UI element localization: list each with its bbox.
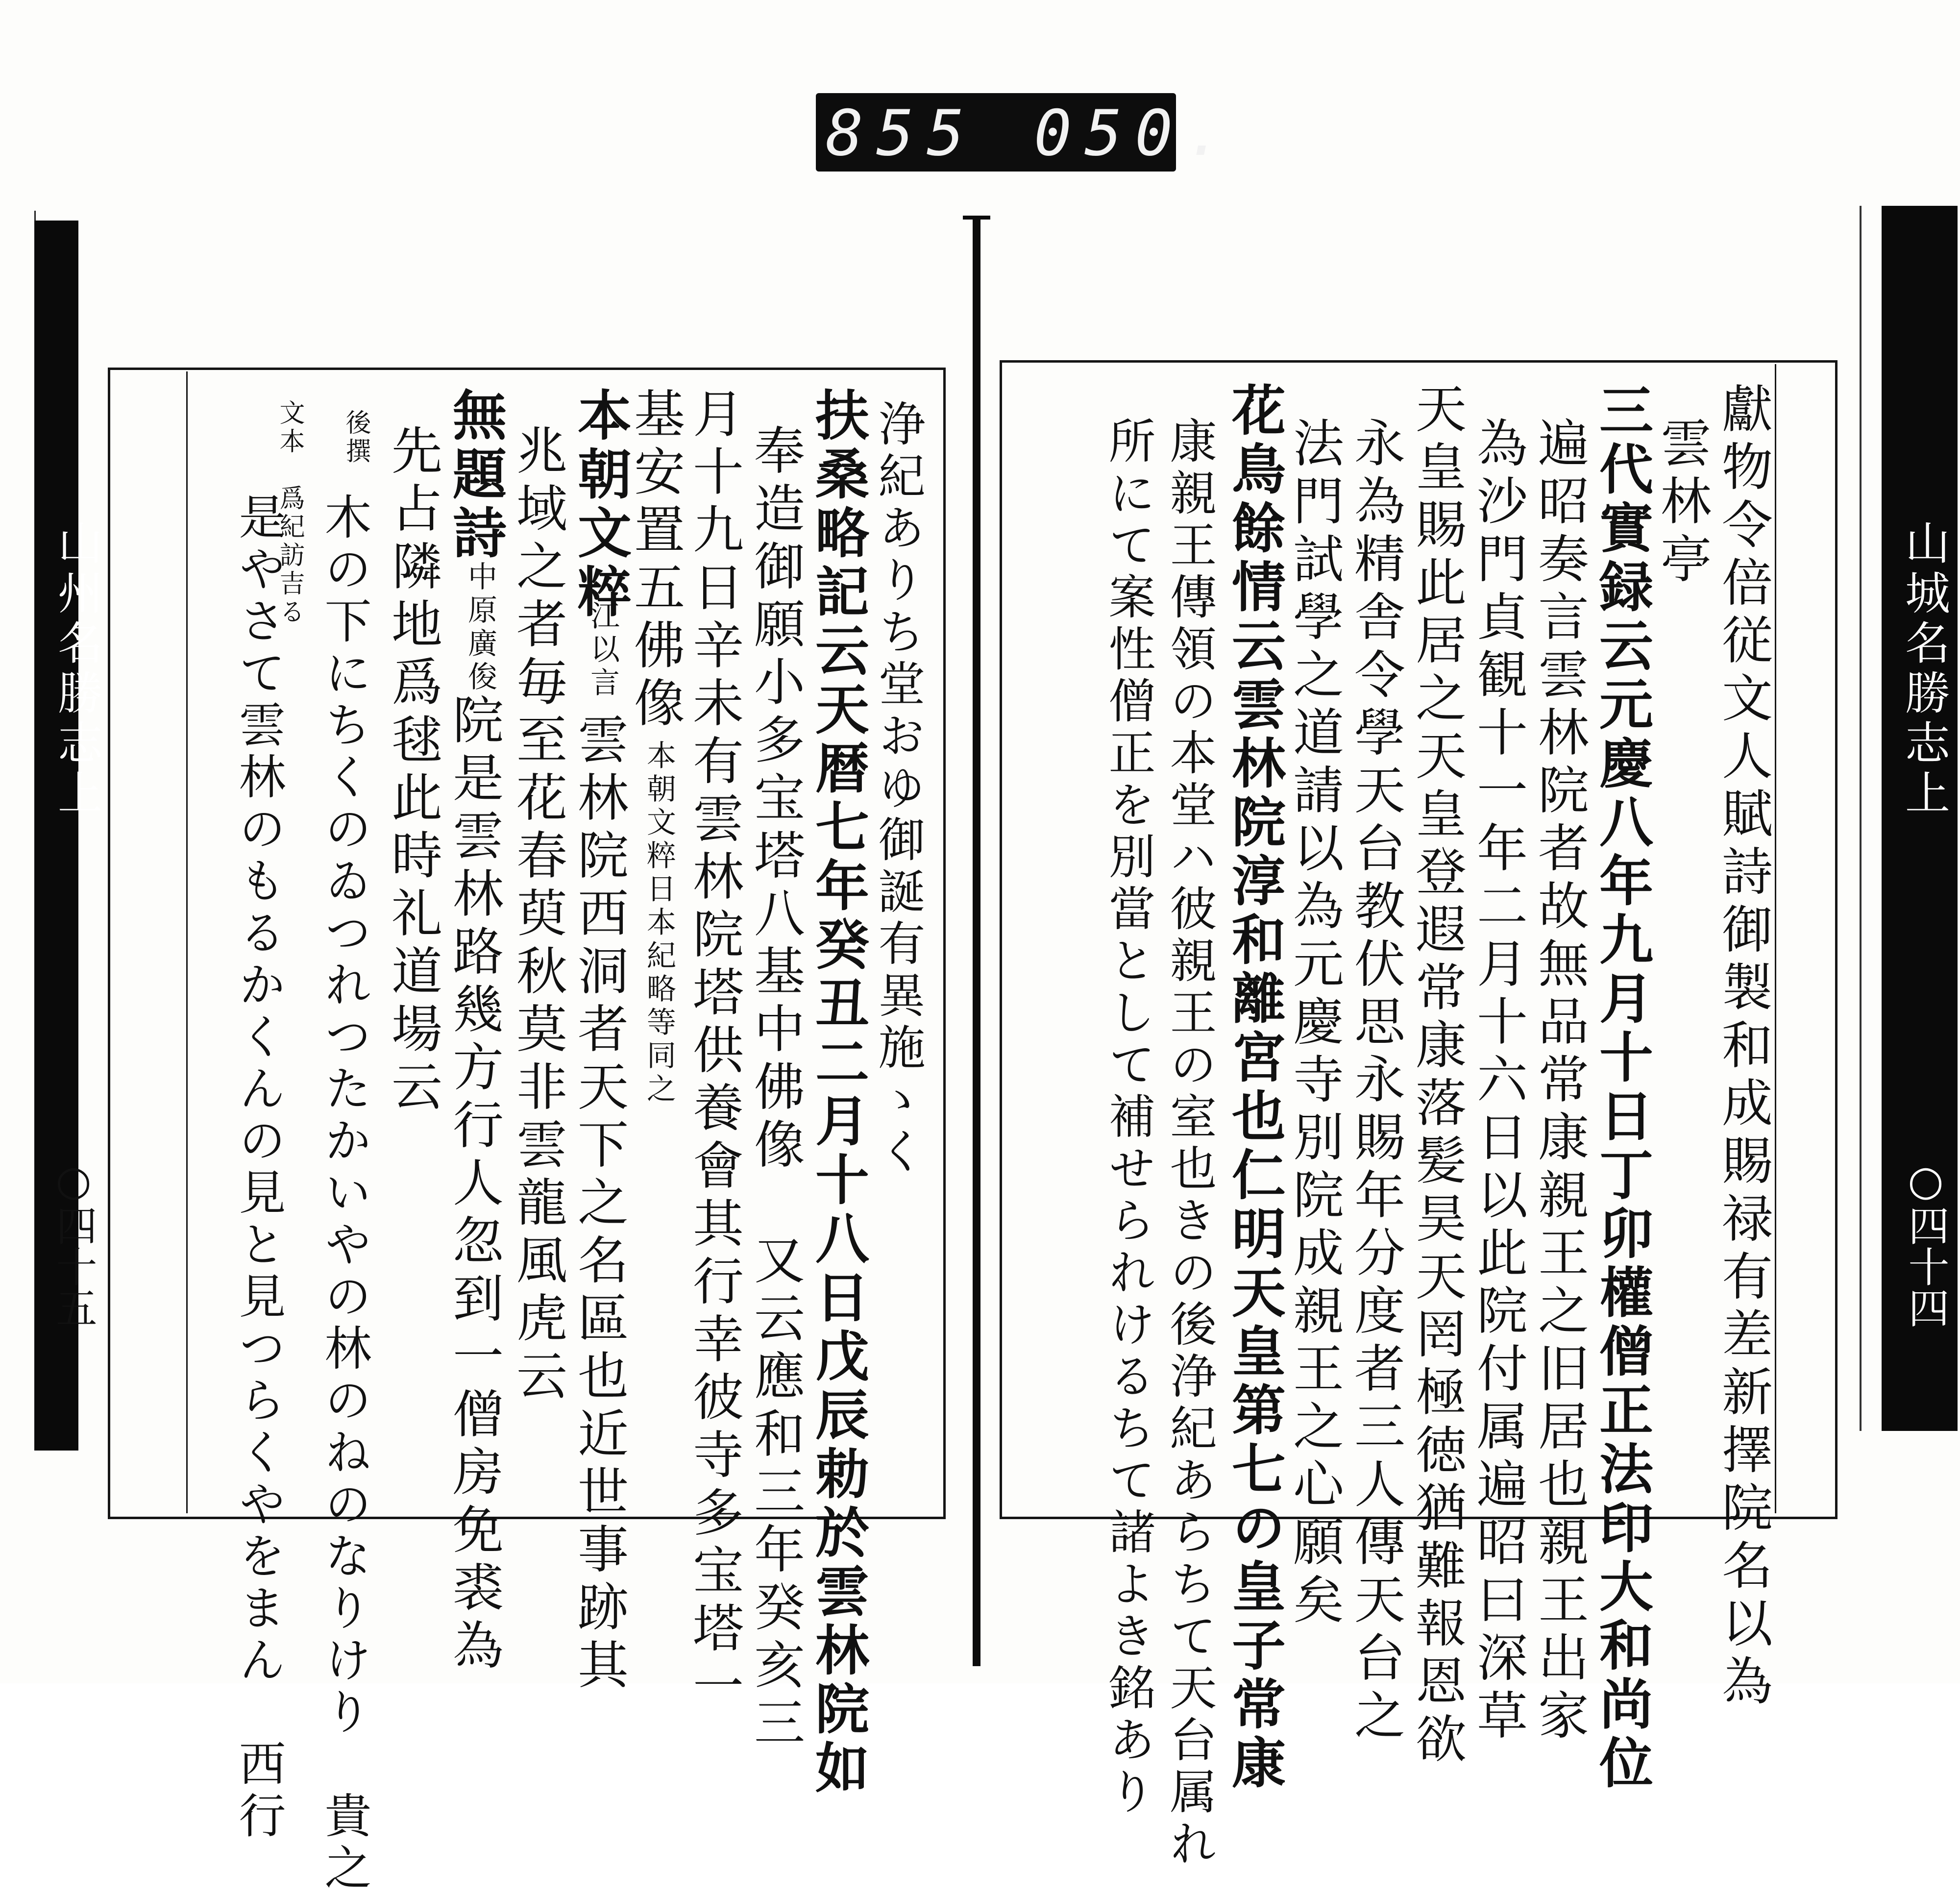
frame-number-label [816,93,1236,172]
right-page [1000,360,1838,1871]
right-page-number: ○四十四 [1902,1157,1950,1328]
poem-column: 木の下にちくのゐつれつたかいやの林のねのなりけり 貴之 [317,492,372,1895]
left-page [108,368,946,1895]
text-column: 永為精舎令學天台教伏思永賜年分度者三人傳天台之 [1346,417,1405,1747]
author-note: 江以言 [586,600,620,700]
frame-number-right: 050. [1034,97,1236,170]
text-column: 獻物令倍従文人賦詩御製和成賜禄有差新擇院名以為 [1713,382,1773,1712]
text-column: 月十九日辛未有雲林院塔供養會其行幸彼寺多宝塔一 [684,387,744,1717]
text-annotation: 本朝文粹日本紀略等同之 [642,740,676,1107]
text-column: 為沙門貞観十一年二月十六日以此院付属遍昭曰深草 [1468,417,1528,1747]
text-column: 兆域之者毎至花春萸秋莫非雲龍風虎云 [508,424,567,1407]
left-page-number: ○四十五 [49,1157,98,1328]
text-column: 雲林院西洞者天下之名區也近世事跡其 [569,713,629,1696]
text-annotation: 後撰 [341,409,370,466]
text-column: 所にて案性僧正を別當として補せられけるちて諸よき銘あり [1101,417,1156,1819]
gutter-tick [963,216,990,220]
right-margin-title: 山城名勝志上 [1898,519,1950,819]
text-column: 基安置五佛像 [625,387,685,734]
text-column: 遍昭奏言雲林院者故無品常康親王之旧居也親王出家 [1529,417,1589,1747]
poem-column: 是やさて雲林のもるかくんの見と見つらくやをまん 西行 [231,492,286,1843]
text-column: 先占隣地爲毬此時礼道場云 [383,424,442,1118]
text-column: 浄紀ありち堂おゆ御誕有異施ゝく [871,399,926,1179]
text-column: 三代實録云元慶八年九月十日丁卯權僧正法印大和尚位 [1591,382,1654,1794]
text-column-heading: 本朝文粹 [569,387,632,622]
text-column: 雲林亭 [1652,417,1712,590]
left-book-edge [0,211,36,1451]
text-column: 花鳥餘情云雲林院淳和離宮也仁明天皇第七の皇子常康 [1223,382,1286,1794]
left-page-inner-rule [186,371,188,1513]
left-margin-title: 山州名勝志上 [50,519,103,819]
text-column: 法門試學之道請以為元慶寺別院成親王之心願矣 [1284,417,1344,1631]
center-gutter [973,216,980,1666]
author-note: 中原廣俊 [463,561,497,694]
right-book-edge [1860,206,1884,1431]
right-page-inner-rule [1775,364,1776,1513]
text-column: 扶桑略記云天暦七年癸丑二月十八日戊辰勅於雲林院如 [807,387,870,1798]
text-column: 院是雲林路幾方行人忽到一僧房免裘為 [444,693,504,1676]
text-column: 天皇賜此居之天皇登遐常康落髪昊天罔極徳猶難報恩欲 [1407,382,1467,1770]
frame-number-left: 855 [826,97,978,170]
text-column: 奉造御願小多宝塔八基中佛像 又云應和三年癸亥三 [745,424,805,1754]
text-column: 康親王傳領の本堂ハ彼親王の室也きの後浄紀あらちて天台属れ [1162,417,1217,1871]
text-annotation: 文本 爲紀訪吉る [275,399,304,627]
text-column-heading: 無題詩 [444,387,507,564]
